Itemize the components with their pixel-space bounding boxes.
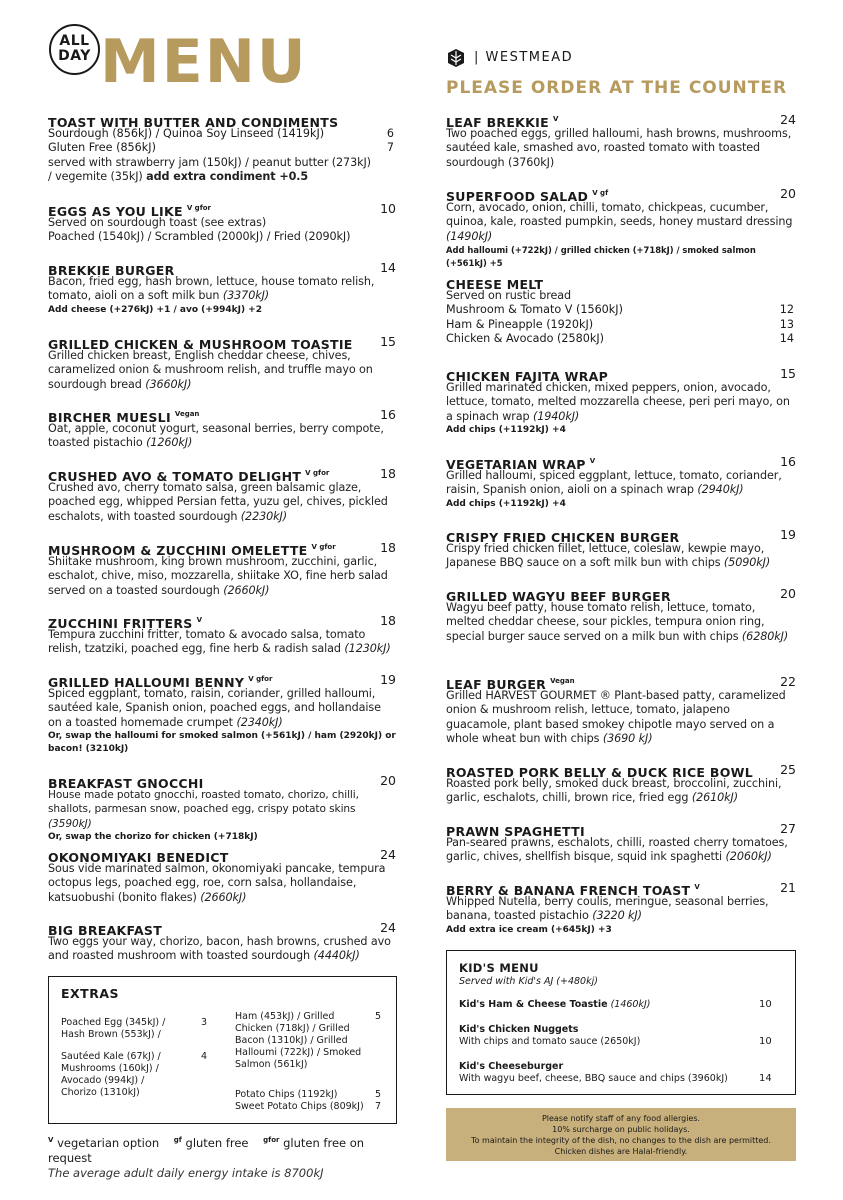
item-desc: Shiitake mushroom, king brown mushroom, zucchini, garlic, eschalot, chive, miso, mozzarella, shiitake XO, fine herb salad served on a toasted sourdough [48,555,388,597]
item-price: 27 [780,821,796,836]
order-instruction: PLEASE ORDER AT THE COUNTER [446,78,788,98]
extras-price: 3 [201,1017,208,1028]
kids-item-name: Kid's Cheeseburger [459,1061,564,1072]
item-kj: (1260kJ) [146,436,193,450]
kids-item-desc: With chips and tomato sauce (2650kJ) [459,1036,641,1047]
item-kj: (6280kJ) [741,629,789,643]
item-price: 24 [380,920,396,935]
kids-item-price: 10 [759,1036,772,1047]
item-desc: Tempura zucchini fritter, tomato & avocado salsa, tomato relish, tzatziki, poached egg, fine herb & radish salad [48,628,366,656]
notice-line: To maintain the integrity of the dish, no changes to the dish are permitted. [471,1136,771,1145]
item-option: Mushroom & Tomato V (1560kJ) [446,303,623,317]
extras-price: 4 [201,1051,208,1062]
item-desc: Grilled marinated chicken, mixed peppers, onion, avocado, lettuce, tomato, melted mozzarella cheese, peri peri mayo, on a spinach wrap [446,381,790,423]
item-desc: Poached (1540kJ) / Scrambled (2000kJ) / Fried (2090kJ) [48,230,351,244]
extras-item: Sweet Potato Chips (809kJ) [235,1101,364,1112]
item-tag: V gf [592,188,609,197]
menu-item-wagyu-burger [446,586,796,644]
item-name: GRILLED WAGYU BEEF BURGER [446,589,671,604]
item-name: CRUSHED AVO & TOMATO DELIGHT [48,469,302,484]
legend-gfor: gluten free on request [48,1135,365,1165]
item-tag: V gfor [186,203,211,212]
menu-item-omelette [48,540,396,598]
menu-item-fajita-wrap [446,366,796,437]
item-price: 19 [780,527,796,542]
energy-intake-note: The average adult daily energy intake is 8700kJ [48,1165,324,1180]
menu-item-bircher [48,407,396,451]
item-name: TOAST WITH BUTTER AND CONDIMENTS [48,115,339,130]
item-name: PRAWN SPAGHETTI [446,824,585,839]
item-price: 7 [386,141,394,155]
item-kj: (2660kJ) [200,890,247,904]
notice-line: Please notify staff of any food allergies. [541,1114,701,1123]
item-name: BERRY & BANANA FRENCH TOAST [446,883,691,898]
kids-item-name: Kid's Ham & Cheese Toastie [459,999,608,1010]
item-desc: Roasted pork belly, smoked duck breast, broccolini, zucchini, garlic, eschalots, chilli, brown rice, fried egg [446,777,782,805]
item-option: Gluten Free (856kJ) [48,141,156,155]
item-kj: (5090kJ) [723,556,771,570]
brand-location: | WESTMEAD [474,50,574,65]
item-addon: add extra condiment +0.5 [146,169,309,183]
item-addon: Add chips (+1192kJ) +4 [446,498,566,509]
item-price: 14 [779,331,794,345]
kids-item [459,999,779,1011]
item-name: BIG BREAKFAST [48,923,163,938]
item-addon: Or, swap the chorizo for chicken (+718kJ) [48,831,258,842]
item-price: 12 [779,303,794,317]
item-desc: Grilled halloumi, spiced eggplant, lettuce, tomato, coriander, raisin, Spanish onion, aioli on a spinach wrap [446,469,782,497]
item-kj: (3220 kJ) [592,909,642,923]
item-name: ZUCCHINI FRITTERS [48,616,193,631]
menu-item-okonomiyaki [48,847,396,905]
item-name: OKONOMIYAKI BENEDICT [48,850,229,865]
kids-item [459,1024,779,1048]
item-price: 18 [380,613,396,628]
item-price: 20 [380,773,396,788]
item-tag: V [552,114,559,123]
menu-item-avo [48,466,396,524]
item-addon: Add extra ice cream (+645kJ) +3 [446,924,612,935]
leaf-logo-icon [446,48,466,68]
extras-price: 5 [375,1011,382,1022]
item-price: 20 [780,186,796,201]
item-kj: (2060kJ) [725,850,772,864]
extras-title: EXTRAS [61,986,120,1001]
item-name: CRISPY FRIED CHICKEN BURGER [446,530,680,545]
item-desc: Corn, avocado, onion, chilli, tomato, chickpeas, cucumber, quinoa, kale, roasted pumpkin, seeds, honey mustard dressing [446,201,793,229]
item-price: 19 [380,672,396,687]
item-desc: Served on sourdough toast (see extras) [48,216,267,229]
menu-item-leaf-brekkie [446,112,796,170]
item-desc: Crushed avo, cherry tomato salsa, green balsamic glaze, poached egg, whipped Persian fetta, yuzu gel, chives, pickled eschalots, with toasted sourdough [48,481,388,523]
kids-menu-title: KID'S MENU [459,961,539,975]
item-desc: Spiced eggplant, tomato, raisin, coriander, grilled halloumi, sautéed kale, Spanish onion, poached eggs, and hollandaise on a toasted homemade crumpet [48,687,381,729]
kids-menu-box [446,950,796,1095]
item-price: 6 [386,127,394,140]
item-addon: Or, swap the halloumi for smoked salmon (+561kJ) / ham (2920kJ) or bacon! (3210kJ) [48,730,396,754]
item-price: 16 [780,454,796,469]
item-desc: Crispy fried chicken fillet, lettuce, coleslaw, kewpie mayo, Japanese BBQ sauce on a soft milk bun with chips [446,542,765,570]
item-name: VEGETARIAN WRAP [446,457,586,472]
item-kj: (1230kJ) [344,642,391,656]
item-desc: / vegemite (35kJ) [48,169,143,183]
item-desc: Whipped Nutella, berry coulis, meringue, seasonal berries, banana, toasted pistachio [446,895,769,923]
menu-item-pork-duck-bowl [446,762,796,806]
item-price: 18 [380,540,396,555]
menu-item-eggs [48,201,396,245]
extras-item: Potato Chips (1192kJ) [235,1089,338,1100]
item-tag: V [196,615,202,624]
item-kj: (3660kJ) [145,377,192,391]
item-name: LEAF BURGER [446,677,547,692]
kids-item-desc: With wagyu beef, cheese, BBQ sauce and chips (3960kJ) [459,1073,728,1084]
menu-item-fritters [48,613,396,657]
menu-item-superfood-salad [446,186,796,270]
item-desc: Grilled HARVEST GOURMET ® Plant-based patty, caramelized onion & mushroom relish, lettuce, tomato, jalapeno guacamole, plant based smokey chipotle mayo served on a whole wheat bun with chips [446,689,786,745]
item-kj: (3690 kJ) [602,731,653,745]
kids-item-price: 10 [759,999,772,1010]
item-kj: (2230kJ) [240,509,287,523]
item-name: GRILLED HALLOUMI BENNY [48,675,245,690]
item-desc: Sous vide marinated salmon, okonomiyaki pancake, tempura octopus legs, poached egg, roe, corn salsa, hollandaise, katsuobushi (bonito flakes) [48,862,386,904]
item-price: 24 [380,847,396,862]
menu-item-brekkie-burger [48,260,396,317]
menu-item-toastie [48,334,396,392]
item-kj: (2610kJ) [691,791,738,805]
item-price: 15 [380,334,396,349]
item-desc: Served on rustic bread [446,289,572,302]
item-name: CHEESE MELT [446,277,544,292]
item-tag: V gfor [248,674,273,683]
item-price: 20 [780,586,796,601]
kids-item-kj: (1460kJ) [610,999,651,1010]
kids-item [459,1061,779,1085]
item-desc: Grilled chicken breast, English cheddar cheese, chives, caramelized onion & mushroom relish, and truffle mayo on sourdough bread [48,349,373,391]
item-desc: Oat, apple, coconut yogurt, seasonal berries, berry compote, toasted pistachio [48,422,384,450]
item-kj: (1940kJ) [532,409,580,423]
item-name: EGGS AS YOU LIKE [48,204,183,219]
item-kj: (2660kJ) [223,583,270,597]
item-option: Ham & Pineapple (1920kJ) [446,317,594,331]
item-name: MUSHROOM & ZUCCHINI OMELETTE [48,543,308,558]
item-name: CHICKEN FAJITA WRAP [446,369,609,384]
kids-item-price: 14 [759,1073,772,1084]
all-day-badge: ALL DAY [49,24,100,75]
item-desc: Wagyu beef patty, house tomato relish, lettuce, tomato, melted cheddar cheese, sour pickles, tempura onion ring, special burger sauce served on a milk bun with chips [446,601,765,643]
item-name: BREKKIE BURGER [48,263,175,278]
item-price: 10 [380,201,396,216]
item-kj: (2940kJ) [697,483,744,497]
legend-gf: gluten free [185,1135,249,1150]
item-desc: Two poached eggs, grilled halloumi, hash browns, mushrooms, sautéed kale, smashed avo, roasted tomato with toasted sourdough (3760kJ) [446,127,792,169]
item-tag: Vegan [550,676,575,685]
item-price: 16 [380,407,396,422]
dietary-legend: $^V$ vegetarian option $^{gf}$ gluten free $^{gfor}$ gluten free on request The average adult daily energy intake is 8700kJ [48,1133,408,1181]
allergy-notice [446,1108,796,1161]
item-desc: Pan-seared prawns, eschalots, chilli, roasted cherry tomatoes, garlic, chives, shellfish bisque, squid ink spaghetti [446,836,788,864]
menu-item-cheese-melt [446,274,796,346]
item-option: Sourdough (856kJ) / Quinoa Soy Linseed (1419kJ) [48,127,325,140]
item-price: 25 [780,762,796,777]
item-kj: (2340kJ) [236,715,283,729]
item-name: SUPERFOOD SALAD [446,189,589,204]
menu-title: MENU [100,27,308,97]
item-desc: Bacon, fried egg, hash brown, lettuce, house tomato relish, tomato, aioli on a soft milk bun [48,275,375,303]
extras-box [48,976,397,1124]
menu-item-benny [48,672,396,756]
item-price: 18 [380,466,396,481]
item-price: 15 [780,366,796,381]
item-desc: Two eggs your way, chorizo, bacon, hash browns, crushed avo and roasted mushroom with toasted sourdough [48,935,391,963]
menu-item-prawn-spaghetti [446,821,796,865]
item-kj: (4440kJ) [313,949,360,963]
item-kj: (3370kJ) [222,289,270,303]
notice-line: 10% surcharge on public holidays. [552,1125,690,1134]
menu-item-big-breakfast [48,920,396,964]
item-kj: (1490kJ) [446,229,493,243]
kids-item-name: Kid's Chicken Nuggets [459,1024,579,1035]
notice-line: Chicken dishes are Halal-friendly. [554,1147,688,1156]
legend-v: vegetarian option [57,1135,160,1150]
item-tag: Vegan [174,409,200,418]
item-option: Chicken & Avocado (2580kJ) [446,331,605,345]
item-name: LEAF BREKKIE [446,115,549,130]
item-name: BREAKFAST GNOCCHI [48,776,204,791]
item-addon: Add halloumi (+722kJ) / grilled chicken (+718kJ) / smoked salmon (+561kJ) +5 [446,244,756,268]
menu-item-french-toast [446,880,796,937]
kids-served-note: Served with Kid's AJ (+480kj) [459,976,598,987]
extras-price: 5 [375,1089,382,1100]
item-tag: V gfor [305,468,330,477]
item-name: GRILLED CHICKEN & MUSHROOM TOASTIE [48,337,353,352]
item-addon: Add cheese (+276kJ) +1 / avo (+994kJ) +2 [48,304,262,315]
item-price: 13 [779,317,794,331]
item-name: ROASTED PORK BELLY & DUCK RICE BOWL [446,765,754,780]
item-addon: Add chips (+1192kJ) +4 [446,424,566,435]
item-name: BIRCHER MUESLI [48,410,171,425]
item-desc: House made potato gnocchi, roasted tomato, chorizo, chilli, shallots, parmesan snow, poached egg, crispy potato skins [48,789,359,816]
extras-price: 7 [375,1101,382,1112]
item-price: 14 [380,260,396,275]
item-kj: (3590kJ) [48,817,92,830]
item-price: 21 [780,880,796,895]
menu-item-crispy-chicken-burger [446,527,796,571]
item-tag: V gfor [311,542,336,551]
menu-item-toast [48,112,396,184]
menu-item-gnocchi [48,773,396,844]
item-price: 24 [780,112,796,127]
item-tag: V [694,882,700,891]
menu-item-leaf-burger [446,674,796,746]
item-price: 22 [780,674,796,689]
extras-group: Sautéed Kale (67kJ) / Mushrooms (160kJ) / Avocado (994kJ) / Chorizo (1310kJ) [61,1051,161,1098]
extras-group: Poached Egg (345kJ) / Hash Brown (553kJ) / [61,1017,166,1040]
item-tag: V [589,456,596,465]
extras-group: Ham (453kJ) / Grilled Chicken (718kJ) / Grilled Bacon (1310kJ) / Grilled Halloumi (722kJ) / Smoked Salmon (561kJ) [235,1011,362,1070]
item-desc: served with strawberry jam (150kJ) / peanut butter (273kJ) [48,155,371,169]
menu-item-vegetarian-wrap [446,454,796,511]
